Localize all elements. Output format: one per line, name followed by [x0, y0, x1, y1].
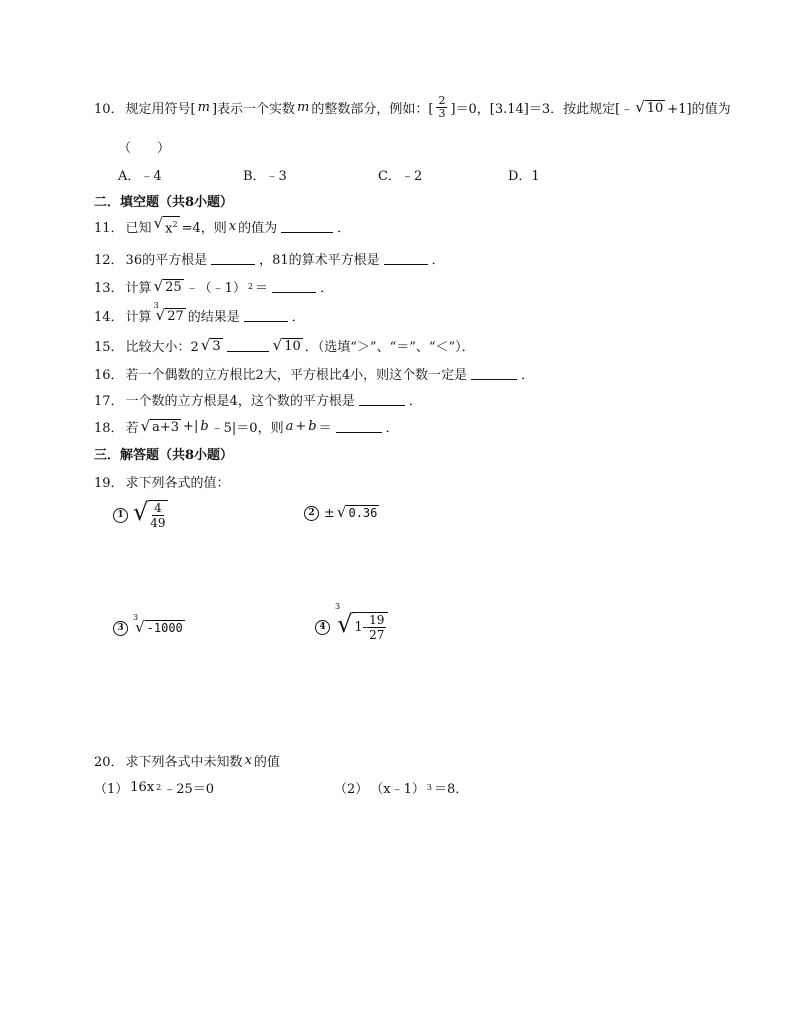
question-text: 若一个偶数的立方根比2大，平方根比4小，则这个数一定是 [125, 368, 468, 383]
variable-b: b [308, 419, 317, 434]
radical-sign: √ [200, 335, 211, 354]
period: ． [337, 220, 351, 236]
question-19-stem [94, 472, 230, 491]
question-text: 比较大小：2 [125, 340, 199, 355]
radicand: a+3 [152, 419, 180, 435]
sqrt-expression [154, 216, 180, 236]
radical-sign: √ [133, 498, 149, 526]
circled-number-3: 3 [113, 621, 128, 636]
sqrt-expression [635, 97, 665, 116]
question-number: 11． [94, 220, 124, 236]
fraction-two-thirds [436, 95, 447, 120]
question-text: 的值 [253, 755, 280, 770]
question-text: 一个数的立方根是4，这个数的平方根是 [125, 394, 355, 409]
denominator: 49 [150, 516, 166, 530]
root-index: 3 [153, 300, 159, 310]
equation-term: ＝8． [433, 782, 469, 797]
question-text: 已知 [125, 220, 152, 236]
question-text: 的整数部分，例如：[ [311, 102, 434, 117]
question-text: 计算 [125, 310, 152, 325]
question-text: 求下列各式中未知数 [125, 755, 243, 770]
sqrt-expression [337, 505, 379, 521]
sqrt-expression [200, 335, 223, 354]
cube-root-expression [153, 300, 186, 324]
question-number: 16． [94, 368, 124, 383]
period: ． [320, 281, 334, 296]
question-17 [94, 390, 422, 409]
sqrt-fraction [133, 500, 168, 530]
question-number: 20． [94, 755, 124, 770]
question-number: 19． [94, 476, 124, 491]
radical-sign: √ [635, 97, 645, 116]
circled-number-1: 1 [113, 508, 128, 523]
option-c: C．﹣2 [378, 169, 423, 184]
question-12 [94, 249, 445, 268]
question-11 [94, 216, 350, 236]
question-number: 10． [94, 102, 124, 117]
radical-sign: √ [153, 214, 164, 232]
question-number: 17． [94, 394, 124, 409]
period: ． [291, 310, 305, 325]
answer-blank[interactable] [336, 420, 382, 433]
radicand: 10 [646, 100, 664, 116]
circled-number-2: 2 [304, 506, 319, 521]
question-number: 18． [94, 421, 124, 436]
plus-sign: + [295, 419, 307, 434]
exponent: 3 [426, 783, 432, 792]
question-text: +1]的值为 [667, 102, 731, 117]
option-d: D．1 [508, 169, 540, 184]
question-10-stem [94, 95, 731, 120]
radicand-lead: 1- [354, 620, 368, 635]
fraction [150, 501, 165, 530]
variable-x: x [228, 218, 237, 234]
question-text: 若 [125, 421, 139, 436]
question-13 [94, 277, 333, 296]
radical-sign: √ [337, 610, 353, 638]
fraction [367, 613, 386, 642]
answer-parentheses: （ ） [118, 141, 171, 156]
radicand: 0.36 [348, 506, 378, 520]
q19-part-3 [113, 613, 185, 636]
q20-part-2 [334, 778, 468, 797]
question-text: 计算 [125, 281, 152, 296]
question-number: 15． [94, 340, 124, 355]
question-15 [94, 336, 475, 355]
radical-sign: √ [272, 335, 283, 354]
option-b: B．﹣3 [243, 169, 287, 184]
variable-m: m [197, 100, 210, 115]
period: ． [431, 253, 445, 268]
answer-blank[interactable] [384, 252, 428, 265]
period: ． [385, 421, 399, 436]
question-text: 的值为 [238, 220, 278, 236]
answer-blank[interactable] [471, 367, 517, 380]
question-text: ，81的算术平方根是 [259, 253, 380, 268]
radicand: 25 [165, 279, 182, 295]
radical-sign: √ [155, 305, 166, 324]
exponent: 2 [247, 282, 254, 291]
radical-sign: √ [135, 618, 145, 636]
radical-sign: √ [153, 276, 164, 295]
radicand [352, 612, 388, 642]
question-16 [94, 364, 534, 383]
radicand: 3 [212, 338, 221, 354]
question-text: 求下列各式的值： [125, 476, 230, 491]
radicand-base: x [165, 221, 173, 237]
denominator: 27 [369, 628, 385, 642]
answer-blank[interactable] [244, 309, 288, 322]
question-text: =4，则 [181, 220, 227, 236]
cube-root-expression [133, 613, 185, 636]
equation-term: 16x [130, 780, 155, 795]
exponent: 2 [172, 220, 178, 229]
question-text: ﹣（﹣1） [185, 281, 246, 296]
question-number: 14． [94, 310, 124, 325]
question-text: ]＝0，[3.14]＝3．按此规定[﹣ [450, 102, 634, 117]
section-heading-solve: 三．解答题（共8小题） [94, 448, 234, 463]
radicand: -1000 [146, 621, 183, 635]
variable-m: m [297, 100, 310, 115]
question-text: +| [183, 419, 199, 434]
denominator: 3 [438, 107, 446, 120]
question-text: 的结果是 [187, 310, 240, 325]
radicand: 27 [167, 308, 184, 324]
radical-sign: √ [336, 503, 347, 521]
equation-term: （x﹣1） [370, 782, 425, 797]
question-text: 36的平方根是 [125, 253, 208, 268]
root-index: 3 [335, 602, 341, 611]
root-index: 3 [133, 613, 139, 622]
answer-blank[interactable] [281, 220, 333, 233]
option-a: A．﹣4 [118, 169, 162, 184]
question-18 [94, 417, 399, 436]
period: ． [521, 368, 535, 383]
exponent: 2 [156, 783, 162, 792]
numerator: 4 [154, 501, 162, 515]
q19-part-4 [315, 602, 388, 642]
sqrt-expression [140, 416, 181, 435]
radicand: 10 [284, 338, 301, 354]
answer-blank[interactable] [359, 393, 405, 406]
answer-blank[interactable] [227, 339, 269, 352]
variable-a: a [285, 419, 294, 434]
question-text: ＝ [318, 421, 332, 436]
question-number: 12． [94, 253, 124, 268]
question-14 [94, 300, 305, 325]
numerator: 2 [438, 94, 446, 107]
question-text: ＝ [255, 281, 269, 296]
radicand [163, 216, 179, 236]
circled-number-4: 4 [315, 620, 330, 635]
radical-sign: √ [140, 416, 151, 435]
q20-part-1 [94, 778, 214, 797]
numerator: 19 [369, 613, 385, 627]
variable-x: x [244, 753, 252, 768]
q19-part-1 [113, 500, 168, 530]
part-label: （1） [94, 782, 129, 797]
answer-blank[interactable] [272, 280, 316, 293]
period: ． [408, 394, 422, 409]
q19-part-2 [304, 505, 379, 521]
sqrt-expression [153, 276, 184, 295]
question-number: 13． [94, 281, 124, 296]
variable-b: b [200, 419, 209, 434]
question-text: ﹣5|＝0，则 [210, 421, 284, 436]
radicand [148, 500, 167, 530]
question-text: ．（选填“＞”、“＝”、“＜”）． [304, 340, 475, 355]
answer-blank[interactable] [211, 252, 255, 265]
equation-term: ﹣25＝0 [163, 782, 215, 797]
part-label: （2） [334, 782, 369, 797]
question-20-stem [94, 751, 280, 770]
question-text: ]表示一个实数 [211, 102, 296, 117]
section-heading-fill-blank: 二．填空题（共8小题） [94, 195, 234, 210]
plus-minus-sign: ± [324, 505, 335, 521]
question-text: 规定用符号[ [125, 102, 196, 117]
sqrt-expression [272, 335, 303, 354]
cube-root-fraction [335, 602, 388, 642]
